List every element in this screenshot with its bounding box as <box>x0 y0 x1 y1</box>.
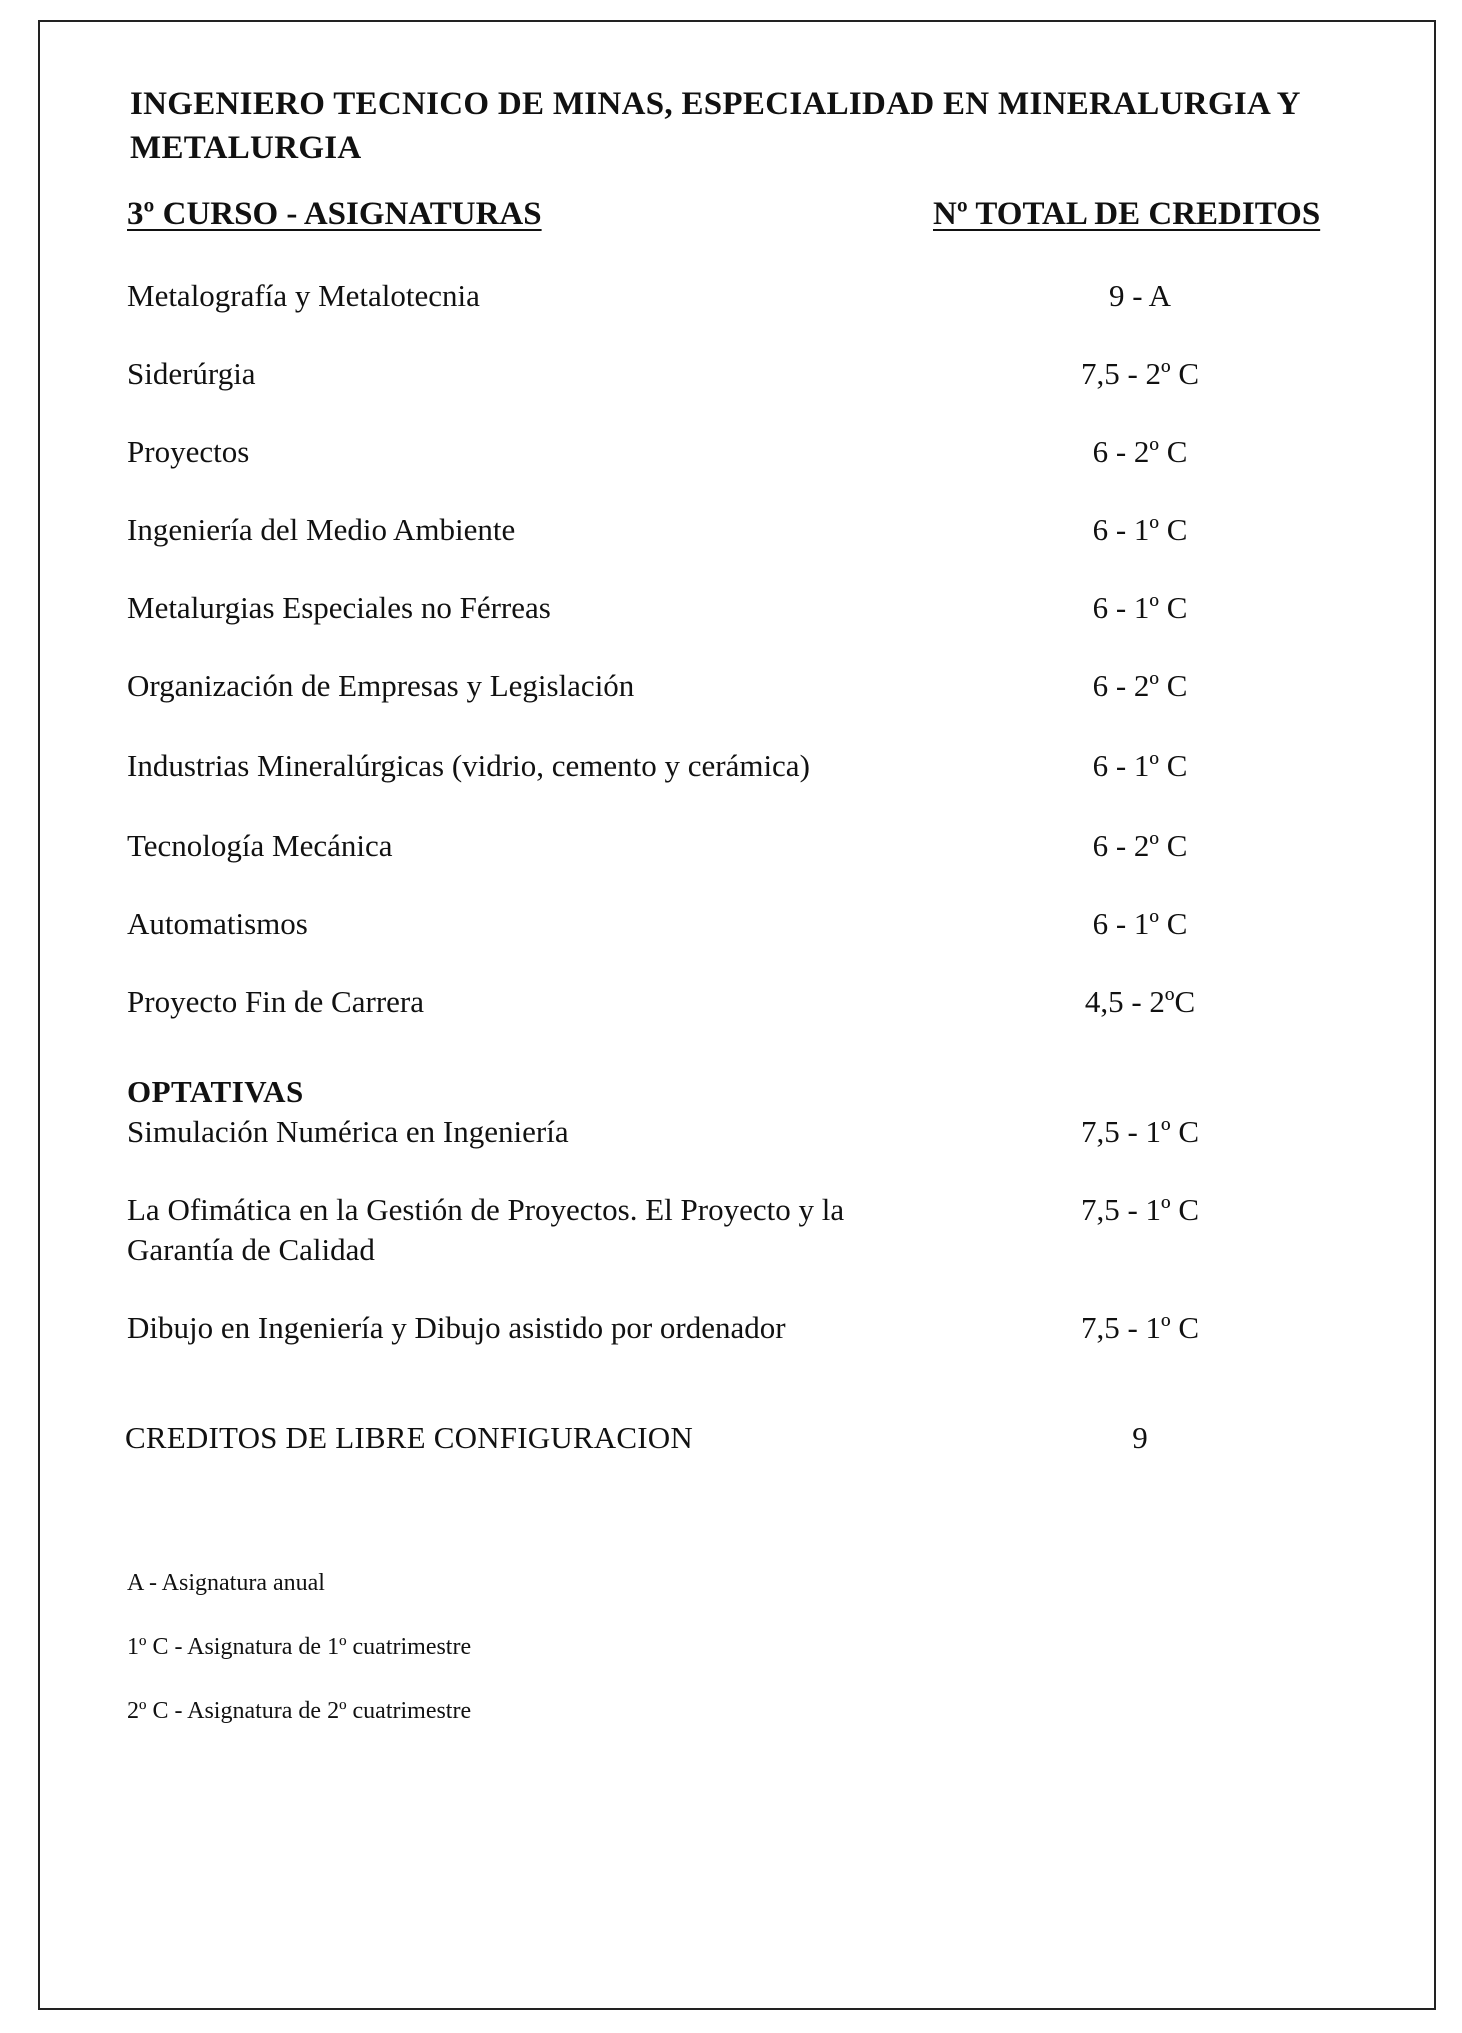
header-subjects: 3º CURSO - ASIGNATURAS <box>127 196 542 232</box>
subject-name: Metalurgias Especiales no Férreas <box>127 590 551 625</box>
optativa-credits: 7,5 - 1º C <box>1080 1310 1200 1345</box>
subject-credits: 6 - 1º C <box>1092 906 1188 941</box>
legend-item: A - Asignatura anual <box>127 1570 325 1596</box>
optativas-heading: OPTATIVAS <box>127 1074 304 1109</box>
subject-credits: 9 - A <box>1109 278 1171 313</box>
subject-credits: 6 - 1º C <box>1092 512 1188 547</box>
header-credits: Nº TOTAL DE CREDITOS <box>933 196 1321 232</box>
optativa-name: Dibujo en Ingeniería y Dibujo asistido por ordenador <box>127 1310 786 1345</box>
legend-item: 1º C - Asignatura de 1º cuatrimestre <box>127 1634 472 1660</box>
subject-credits: 7,5 - 2º C <box>1080 356 1200 391</box>
subject-name: Organización de Empresas y Legislación <box>127 668 635 703</box>
subject-name: Ingeniería del Medio Ambiente <box>127 512 516 547</box>
libre-configuracion-label: CREDITOS DE LIBRE CONFIGURACION <box>125 1420 693 1455</box>
optativa-name: La Ofimática en la Gestión de Proyectos. El Proyecto y la Garantía de Calidad <box>127 1192 845 1267</box>
subject-name: Automatismos <box>127 906 308 941</box>
subject-name: Proyectos <box>127 434 250 469</box>
subject-name: Tecnología Mecánica <box>127 828 393 863</box>
libre-configuracion-credits: 9 <box>1132 1420 1148 1455</box>
subject-name: Metalografía y Metalotecnia <box>127 278 480 313</box>
subject-name: Siderúrgia <box>127 356 256 391</box>
optativa-name: Simulación Numérica en Ingeniería <box>127 1114 569 1149</box>
subject-credits: 6 - 1º C <box>1092 748 1188 783</box>
subject-credits: 4,5 - 2ºC <box>1084 984 1196 1019</box>
subject-name: Proyecto Fin de Carrera <box>127 984 424 1019</box>
legend-item: 2º C - Asignatura de 2º cuatrimestre <box>127 1698 472 1724</box>
subject-credits: 6 - 1º C <box>1092 590 1188 625</box>
subject-credits: 6 - 2º C <box>1092 668 1188 703</box>
optativa-credits: 7,5 - 1º C <box>1080 1114 1200 1149</box>
subject-credits: 6 - 2º C <box>1092 828 1188 863</box>
optativa-credits: 7,5 - 1º C <box>1080 1192 1200 1227</box>
subject-credits: 6 - 2º C <box>1092 434 1188 469</box>
document-title: INGENIERO TECNICO DE MINAS, ESPECIALIDAD EN MINERALURGIA Y METALURGIA <box>130 86 1300 166</box>
subject-name: Industrias Mineralúrgicas (vidrio, cemento y cerámica) <box>127 748 810 783</box>
